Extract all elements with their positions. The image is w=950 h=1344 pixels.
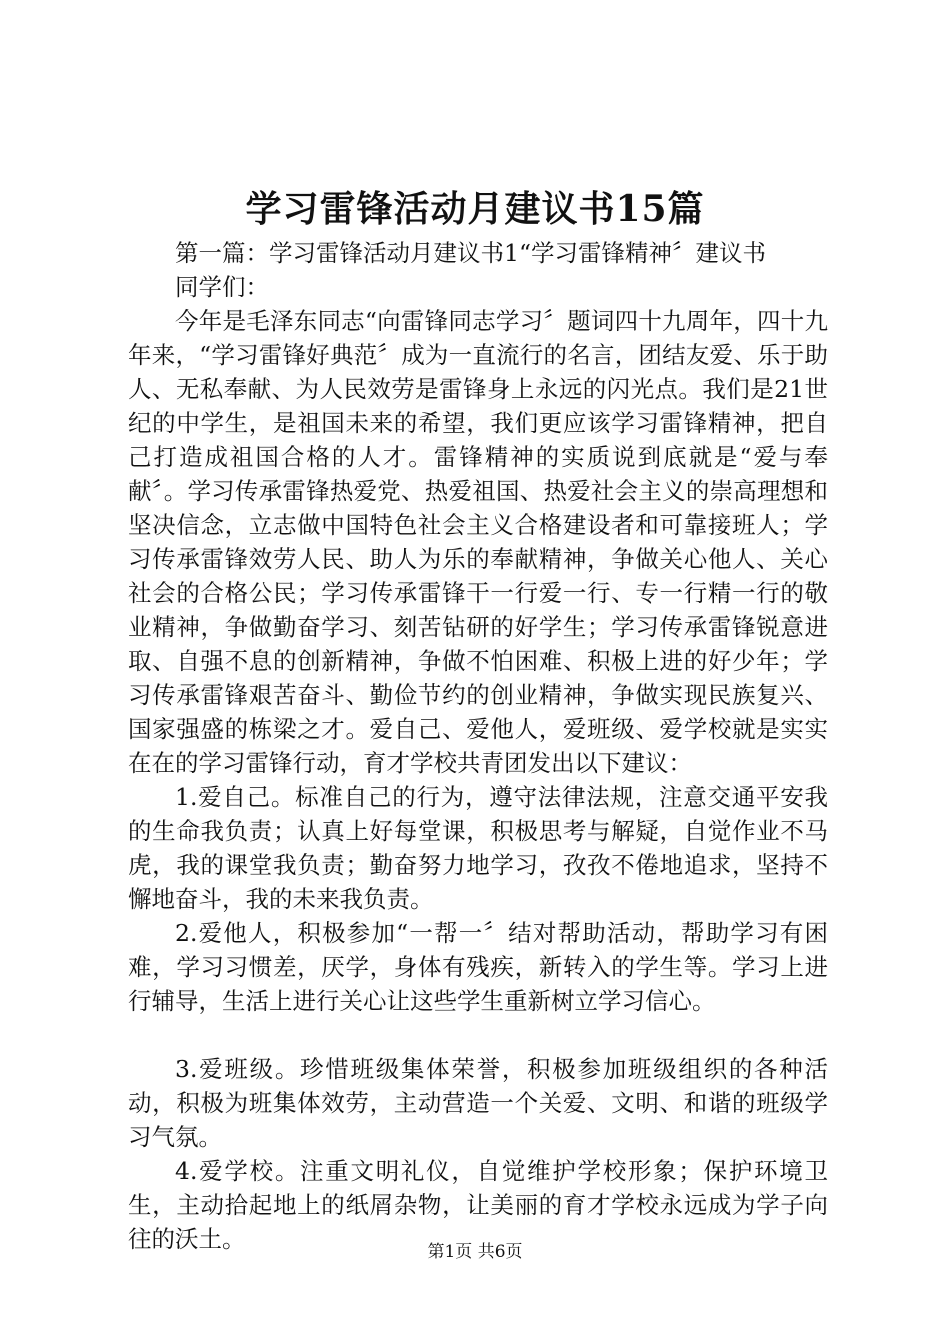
page-number-footer: 第1页 共6页: [427, 1242, 523, 1262]
paragraph-heading: 第一篇：学习雷锋活动月建议书1“学习雷锋精神〞建议书: [175, 239, 766, 267]
paragraph-item-1: 1.爱自己。标准自己的行为，遵守法律法规，注意交通平安我的生命我负责；认真上好每堂课，积极思考与解疑，自觉作业不马虎，我的课堂我负责；勤奋努力地学习，孜孜不倦地追求，坚持不懈地奋斗，我的未来我负责。: [128, 783, 828, 913]
paragraph-salutation: 同学们：: [175, 273, 269, 301]
paragraph-intro: 今年是毛泽东同志“向雷锋同志学习〞题词四十九周年，四十九年来，“学习雷锋好典范〞成为一直流行的名言，团结友爱、乐于助人、无私奉献、为人民效劳是雷锋身上永远的闪光点。我们是21世纪的中学生，是祖国未来的希望，我们更应该学习雷锋精神，把自己打造成祖国合格的人才。雷锋精神的实质说到底就是“爱与奉献〞。学习传承雷锋热爱党、热爱祖国、热爱社会主义的崇高理想和坚决信念，立志做中国特色社会主义合格建设者和可靠接班人；学习传承雷锋效劳人民、助人为乐的奉献精神，争做关心他人、关心社会的合格公民；学习传承雷锋干一行爱一行、专一行精一行的敬业精神，争做勤奋学习、刻苦钻研的好学生；学习传承雷锋锐意进取、自强不息的创新精神，争做不怕困难、积极上进的好少年；学习传承雷锋艰苦奋斗、勤俭节约的创业精神，争做实现民族复兴、国家强盛的栋梁之才。爱自己、爱他人，爱班级、爱学校就是实实在在的学习雷锋行动，育才学校共青团发出以下建议：: [128, 307, 828, 777]
document-body: [128, 236, 828, 1256]
paragraph-item-4: 4.爱学校。注重文明礼仪，自觉维护学校形象；保护环境卫生，主动拾起地上的纸屑杂物，让美丽的育才学校永远成为学子向往的沃土。: [128, 1157, 828, 1253]
document-title: 学习雷锋活动月建议书15篇: [245, 188, 705, 230]
paragraph-item-3: 3.爱班级。珍惜班级集体荣誉，积极参加班级组织的各种活动，积极为班集体效劳，主动营造一个关爱、文明、和谐的班级学习气氛。: [128, 1055, 828, 1151]
paragraph-item-2: 2.爱他人，积极参加“一帮一〞结对帮助活动，帮助学习有困难，学习习惯差，厌学，身体有残疾，新转入的学生等。学习上进行辅导，生活上进行关心让这些学生重新树立学习信心。: [128, 919, 828, 1015]
